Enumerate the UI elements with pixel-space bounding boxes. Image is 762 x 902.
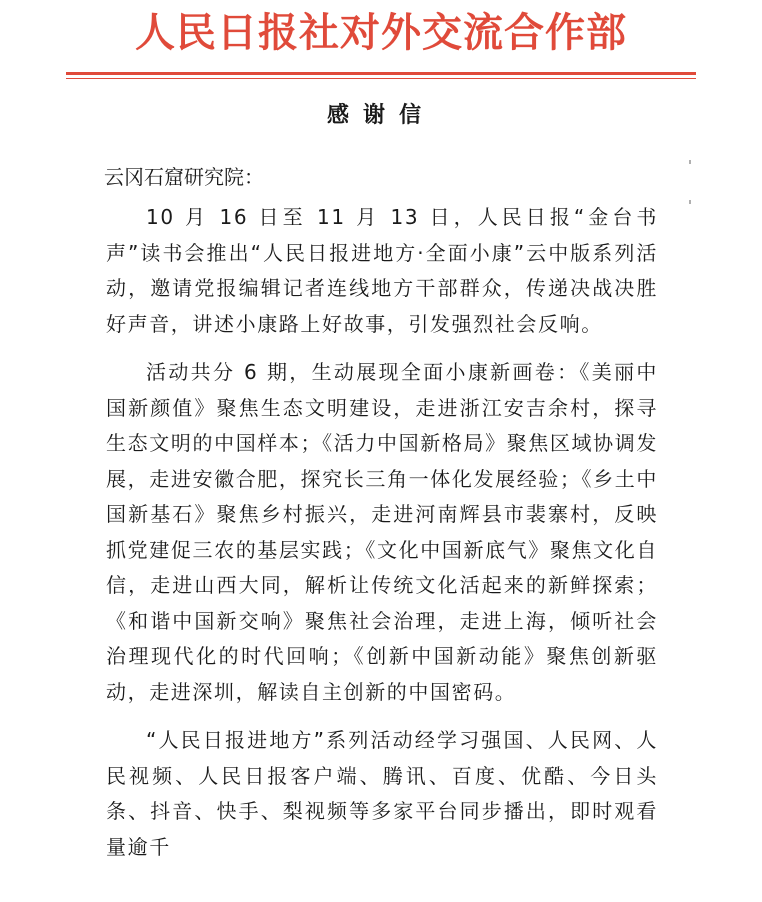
letterhead-title: 人民日报社对外交流合作部: [135, 9, 627, 56]
letter-paragraph: “人民日报进地方”系列活动经学习强国、人民网、人民视频、人民日报客户端、腾讯、百度、优酷、今日头条、抖音、快手、梨视频等多家平台同步播出，即时观看量逾千: [106, 728, 658, 859]
letterhead: [0, 0, 762, 66]
letterhead-rule-thick: [66, 72, 696, 75]
letterhead-rule-thin: [66, 78, 696, 79]
letter-heading: 感谢信: [326, 103, 435, 128]
letter-salutation: 云冈石窟研究院：: [104, 165, 264, 189]
letter-paragraph: 10 月 16 日至 11 月 13 日，人民日报“金台书声”读书会推出“人民日报进地方·全面小康”云中版系列活动，邀请党报编辑记者连线地方干部群众，传递决战决胜好声音，讲述小康路上好故事，引发强烈社会反响。: [106, 205, 658, 336]
letter-paragraph: 活动共分 6 期，生动展现全面小康新画卷：《美丽中国新颜值》聚焦生态文明建设，走进浙江安吉余村，探寻生态文明的中国样本；《活力中国新格局》聚焦区域协调发展，走进安徽合肥，探究长三角一体化发展经验；《乡土中国新基石》聚焦乡村振兴，走进河南辉县市裴寨村，反映抓党建促三农的基层实践；《文化中国新底气》聚焦文化自信，走进山西大同，解析让传统文化活起来的新鲜探索；《和谐中国新交响》聚焦社会治理，走进上海，倾听社会治理现代化的时代回响；《创新中国新动能》聚焦创新驱动，走进深圳，解读自主创新的中国密码。: [106, 360, 658, 704]
scan-edge-mark: [689, 200, 691, 204]
scan-edge-mark: [689, 160, 691, 164]
letter-body: [106, 200, 658, 878]
